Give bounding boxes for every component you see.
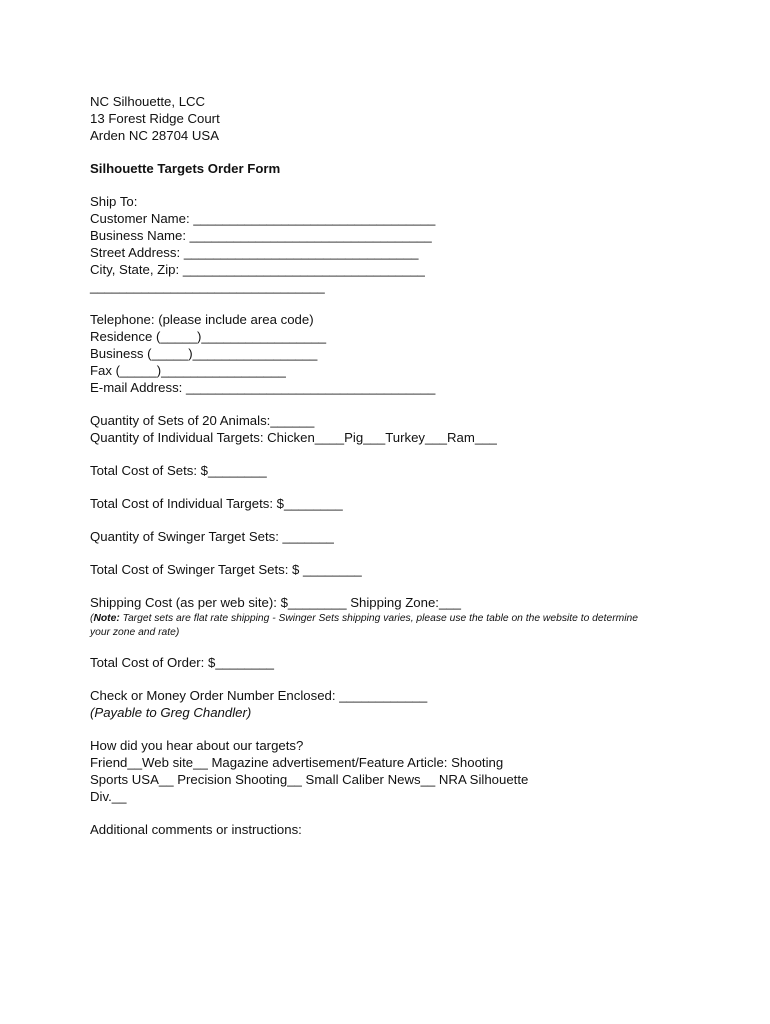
company-name: NC Silhouette, LCC [90,94,206,109]
business-name-field[interactable]: Business Name: _________________________________ [90,228,432,243]
city-state-zip-field[interactable]: City, State, Zip: _________________________________ [90,262,425,277]
note-text: Target sets are flat rate shipping - Swinger Sets shipping varies, please use the table on the website to determine your zone and rate) [90,613,638,638]
email-field[interactable]: E-mail Address: __________________________________ [90,380,436,395]
shipping-cost-field[interactable]: Shipping Cost (as per web site): $________ Shipping Zone:___ [90,595,461,610]
company-address-block [90,93,690,144]
street-address-field[interactable]: Street Address: ________________________________ [90,245,419,260]
swinger-cost-field[interactable]: Total Cost of Swinger Target Sets: $ ________ [90,562,362,577]
quantity-section [90,412,690,446]
sets-quantity-field[interactable]: Quantity of Sets of 20 Animals:______ [90,413,315,428]
company-street: 13 Forest Ridge Court [90,111,220,126]
order-total-field[interactable]: Total Cost of Order: $________ [90,655,275,670]
ship-to-heading: Ship To: [90,194,138,209]
address-extra-field[interactable]: ________________________________ [90,279,325,294]
customer-name-field[interactable]: Customer Name: _________________________________ [90,211,436,226]
survey-question: How did you hear about our targets? [90,738,304,753]
telephone-section [90,311,690,396]
comments-label: Additional comments or instructions: [90,822,302,837]
survey-options-line-1[interactable]: Friend__Web site__ Magazine advertisement/Feature Article: Shooting [90,755,504,770]
telephone-heading: Telephone: (please include area code) [90,312,314,327]
order-form-page [90,93,690,838]
survey-options-line-2[interactable]: Sports USA__ Precision Shooting__ Small Caliber News__ NRA Silhouette [90,772,529,787]
note-label: Note: [93,613,120,624]
note-open-paren: ( [90,613,94,624]
ship-to-section [90,193,690,295]
fax-field[interactable]: Fax (_____)_________________ [90,363,286,378]
check-number-field[interactable]: Check or Money Order Number Enclosed: ____________ [90,688,428,703]
shipping-note [90,612,650,640]
company-city: Arden NC 28704 USA [90,128,220,143]
sets-cost-field[interactable]: Total Cost of Sets: $________ [90,463,267,478]
form-title: Silhouette Targets Order Form [90,161,281,176]
survey-section [90,737,690,805]
residence-phone-field[interactable]: Residence (_____)_________________ [90,329,327,344]
business-phone-field[interactable]: Business (_____)_________________ [90,346,318,361]
payable-to-note: (Payable to Greg Chandler) [90,705,252,720]
survey-options-line-3[interactable]: Div.__ [90,789,127,804]
swinger-quantity-field[interactable]: Quantity of Swinger Target Sets: _______ [90,529,334,544]
individual-targets-quantity-field[interactable]: Quantity of Individual Targets: Chicken____Pig___Turkey___Ram___ [90,430,497,445]
individual-cost-field[interactable]: Total Cost of Individual Targets: $________ [90,496,343,511]
payment-section [90,687,690,721]
